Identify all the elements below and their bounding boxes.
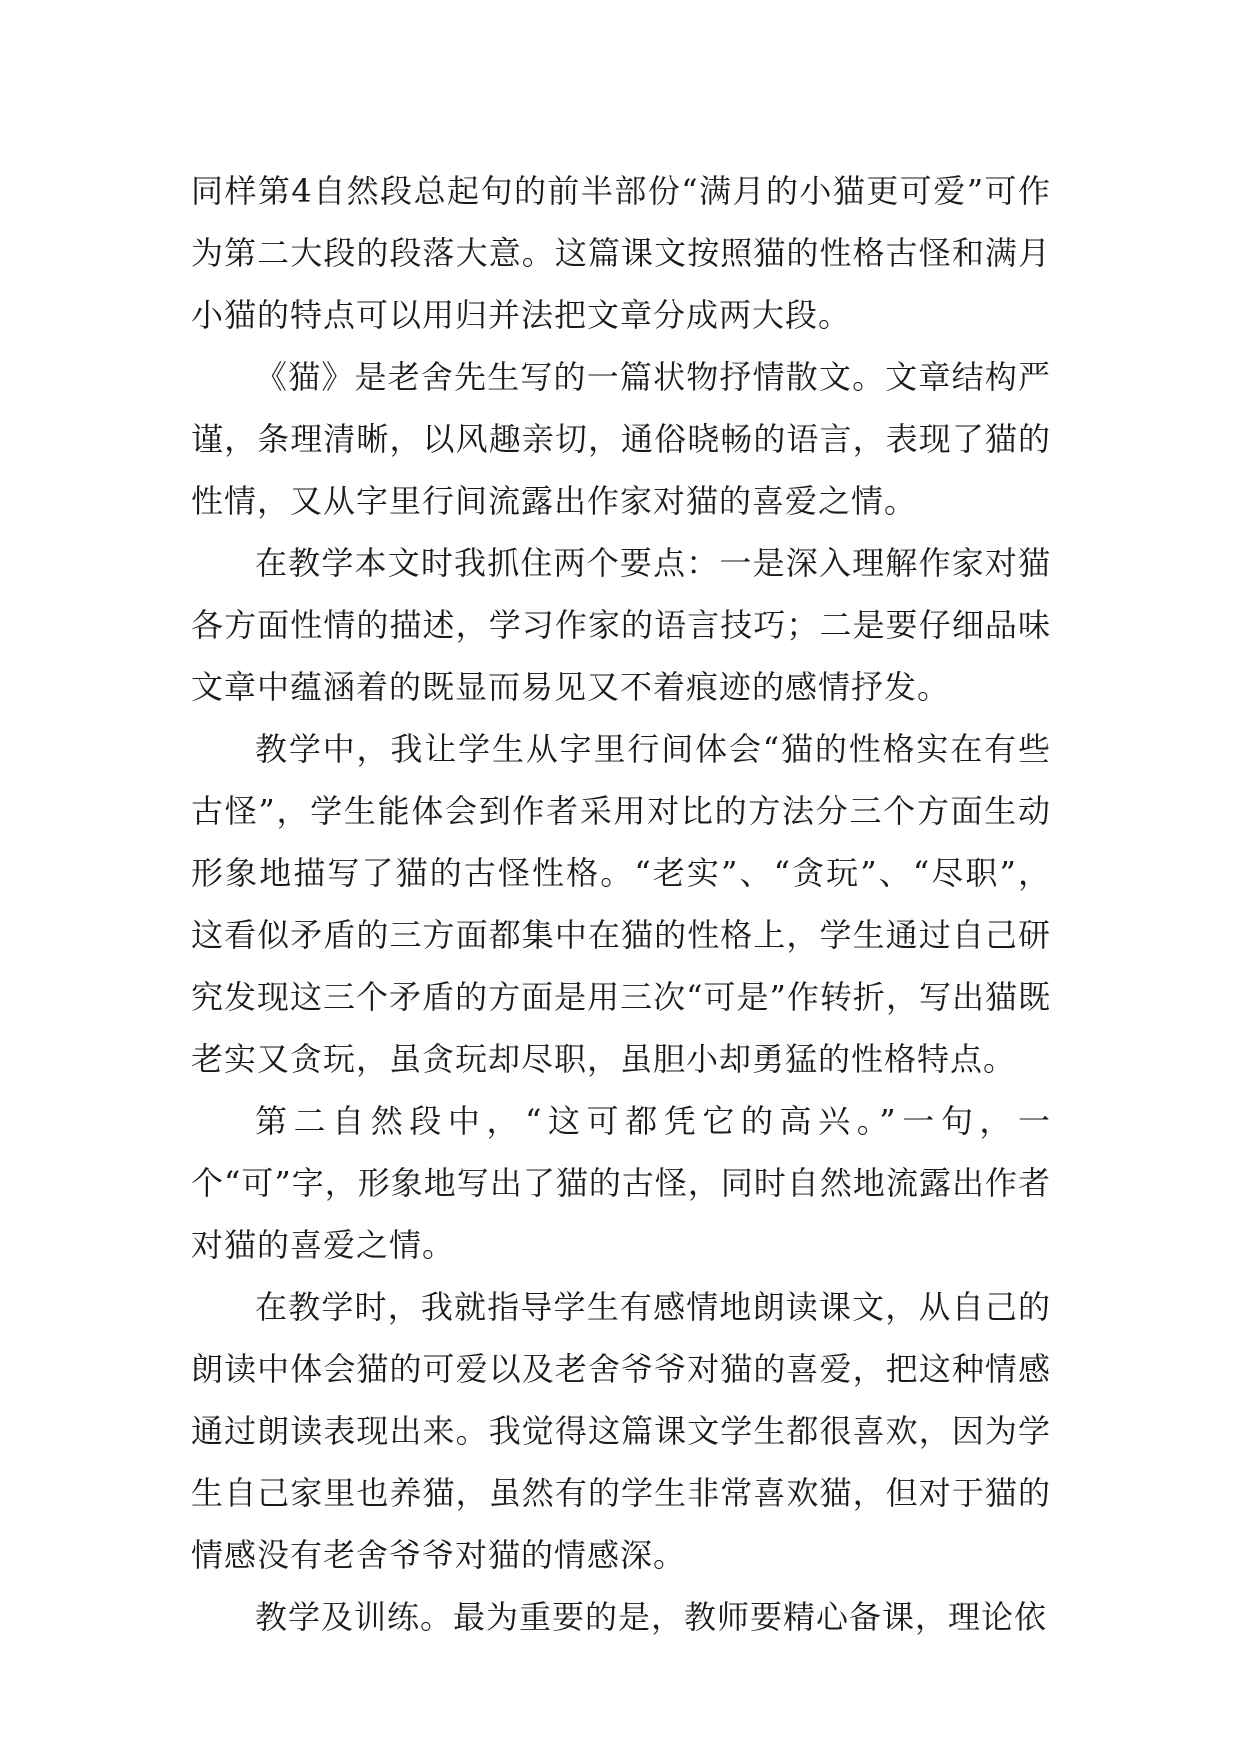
body-text: [191, 160, 1051, 1648]
paragraph-4: 教学中，我让学生从字里行间体会“猫的性格实在有些古怪”，学生能体会到作者采用对比的方法分三个方面生动形象地描写了猫的古怪性格。“老实”、“贪玩”、“尽职”，这看似矛盾的三方面都集中在猫的性格上，学生通过自己研究发现这三个矛盾的方面是用三次“可是”作转折，写出猫既老实又贪玩，虽贪玩却尽职，虽胆小却勇猛的性格特点。: [191, 730, 1051, 1078]
paragraph-1: 同样第4自然段总起句的前半部份“满月的小猫更可爱”可作为第二大段的段落大意。这篇课文按照猫的性格古怪和满月小猫的特点可以用归并法把文章分成两大段。: [191, 172, 1051, 334]
paragraph-7: 教学及训练。最为重要的是，教师要精心备课，理论依: [255, 1598, 1048, 1636]
paragraph-2: 《猫》是老舍先生写的一篇状物抒情散文。文章结构严谨，条理清晰，以风趣亲切，通俗晓畅的语言，表现了猫的性情，又从字里行间流露出作家对猫的喜爱之情。: [191, 358, 1051, 520]
paragraph-5: 第二自然段中，“这可都凭它的高兴。”一句，一个“可”字，形象地写出了猫的古怪，同时自然地流露出作者对猫的喜爱之情。: [191, 1102, 1051, 1264]
paragraph-6: 在教学时，我就指导学生有感情地朗读课文，从自己的朗读中体会猫的可爱以及老舍爷爷对猫的喜爱，把这种情感通过朗读表现出来。我觉得这篇课文学生都很喜欢，因为学生自己家里也养猫，虽然有的学生非常喜欢猫，但对于猫的情感没有老舍爷爷对猫的情感深。: [191, 1288, 1051, 1574]
paragraph-3: 在教学本文时我抓住两个要点：一是深入理解作家对猫各方面性情的描述，学习作家的语言技巧；二是要仔细品味文章中蕴涵着的既显而易见又不着痕迹的感情抒发。: [191, 544, 1051, 706]
